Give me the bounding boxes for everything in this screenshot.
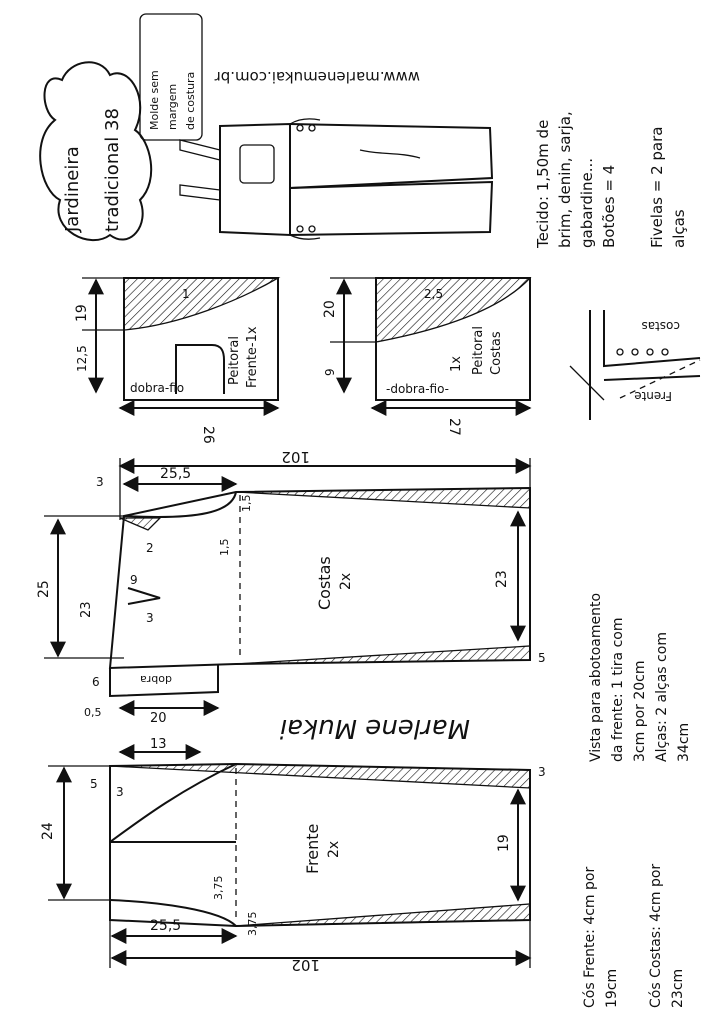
materials-line-2: brim, denin, sarja, [556, 111, 574, 248]
materials-line-6: alças [670, 209, 688, 248]
back-leg-label-2: 2x [338, 572, 354, 590]
back-leg-bottom-a: 6 [92, 675, 100, 689]
back-leg-facing-label: dobra [140, 673, 172, 686]
side-detail-back: costas [641, 319, 680, 333]
title-line-2: tradicional 38 [102, 108, 123, 232]
materials-line-4: Botões = 4 [600, 164, 618, 248]
back-leg-length: 102 [281, 448, 310, 466]
bib-front-label-1: Peitoral [227, 336, 242, 385]
bib-back-fold: -dobra-fio- [386, 382, 449, 396]
materials-line-3: gabardine... [578, 157, 596, 248]
back-leg-piece [44, 458, 530, 708]
bib-back-width: 27 [446, 418, 462, 436]
website-url: www.marlenemukai.com.br [214, 68, 420, 86]
back-leg-inner: 23 [79, 601, 94, 618]
back-leg-top-b: 1,5 [240, 494, 253, 512]
back-leg-label-1: Costas [315, 556, 334, 610]
facing-note-3: 3cm por 20cm [632, 660, 648, 762]
bib-front-height: 19 [74, 304, 90, 322]
back-leg-facing: 20 [150, 711, 167, 726]
bib-back-label-3: Costas [489, 331, 504, 375]
facing-note-5: 34cm [676, 722, 692, 762]
back-leg-height: 25 [36, 580, 52, 598]
front-leg-curve: 3 [116, 785, 124, 799]
front-leg-length: 102 [291, 956, 320, 974]
bib-back-lower: 9 [323, 368, 337, 376]
back-leg-dart-width: 9 [130, 573, 138, 587]
front-leg-top: 13 [150, 737, 167, 752]
front-leg-crotch-a: 3,75 [212, 875, 225, 900]
title-line-1: Jardineira [62, 146, 83, 232]
waistband-line-2: 19cm [604, 968, 620, 1008]
signature: Marlene Mukai [279, 713, 470, 743]
waistband-line-3: Cós Costas: 4cm por [648, 863, 664, 1008]
no-seam-line-1: Molde sem [148, 70, 161, 130]
bib-back-height: 20 [322, 300, 338, 318]
overall-sketch [180, 119, 492, 239]
bib-front-label-2: Frente-1x [245, 326, 260, 388]
waistband-line-4: 23cm [670, 968, 686, 1008]
facing-note-4: Alças: 2 alças com [654, 632, 670, 762]
front-leg-label-2: 2x [326, 840, 342, 858]
back-leg-crotch: 25,5 [160, 466, 192, 482]
bib-back-label-1: 1x [449, 356, 464, 372]
front-leg-side: 3 [538, 765, 546, 779]
bib-front-fold: dobra-fio [130, 381, 185, 395]
bib-front-width: 26 [200, 426, 216, 444]
back-leg-hem: 23 [494, 570, 510, 588]
materials-line-5: Fivelas = 2 para [648, 126, 666, 248]
front-leg-height: 24 [40, 822, 56, 840]
facing-note-1: Vista para abotoamento [588, 592, 604, 762]
materials-line-1: Tecido: 1,50m de [534, 119, 552, 248]
front-leg-label-1: Frente [303, 823, 322, 874]
front-leg-crotch-b: 3,75 [246, 911, 259, 936]
side-detail-front: Frente [634, 389, 672, 403]
bib-front-lower: 12,5 [75, 345, 89, 372]
front-leg-top-side: 5 [90, 777, 98, 791]
facing-note-2: da frente: 1 tira com [610, 617, 626, 762]
front-leg-crotch: 25,5 [150, 918, 182, 934]
back-leg-top-c: 1,5 [218, 538, 231, 556]
bib-front-curve: 1 [182, 287, 190, 301]
front-leg-hem: 19 [496, 834, 512, 852]
no-seam-line-2: margem [166, 83, 179, 130]
back-leg-bottom-b: 0,5 [84, 706, 102, 719]
bib-back-label-2: Peitoral [471, 326, 486, 375]
back-leg-dart-depth: 3 [146, 611, 154, 625]
back-leg-top-a: 3 [96, 475, 104, 489]
no-seam-line-3: de costura [184, 71, 197, 130]
title-cloud [40, 62, 151, 240]
back-leg-side: 5 [538, 651, 546, 665]
waistband-line-1: Cós Frente: 4cm por [582, 866, 598, 1008]
bib-back-curve: 2,5 [424, 287, 444, 301]
back-leg-curve: 2 [146, 541, 154, 555]
